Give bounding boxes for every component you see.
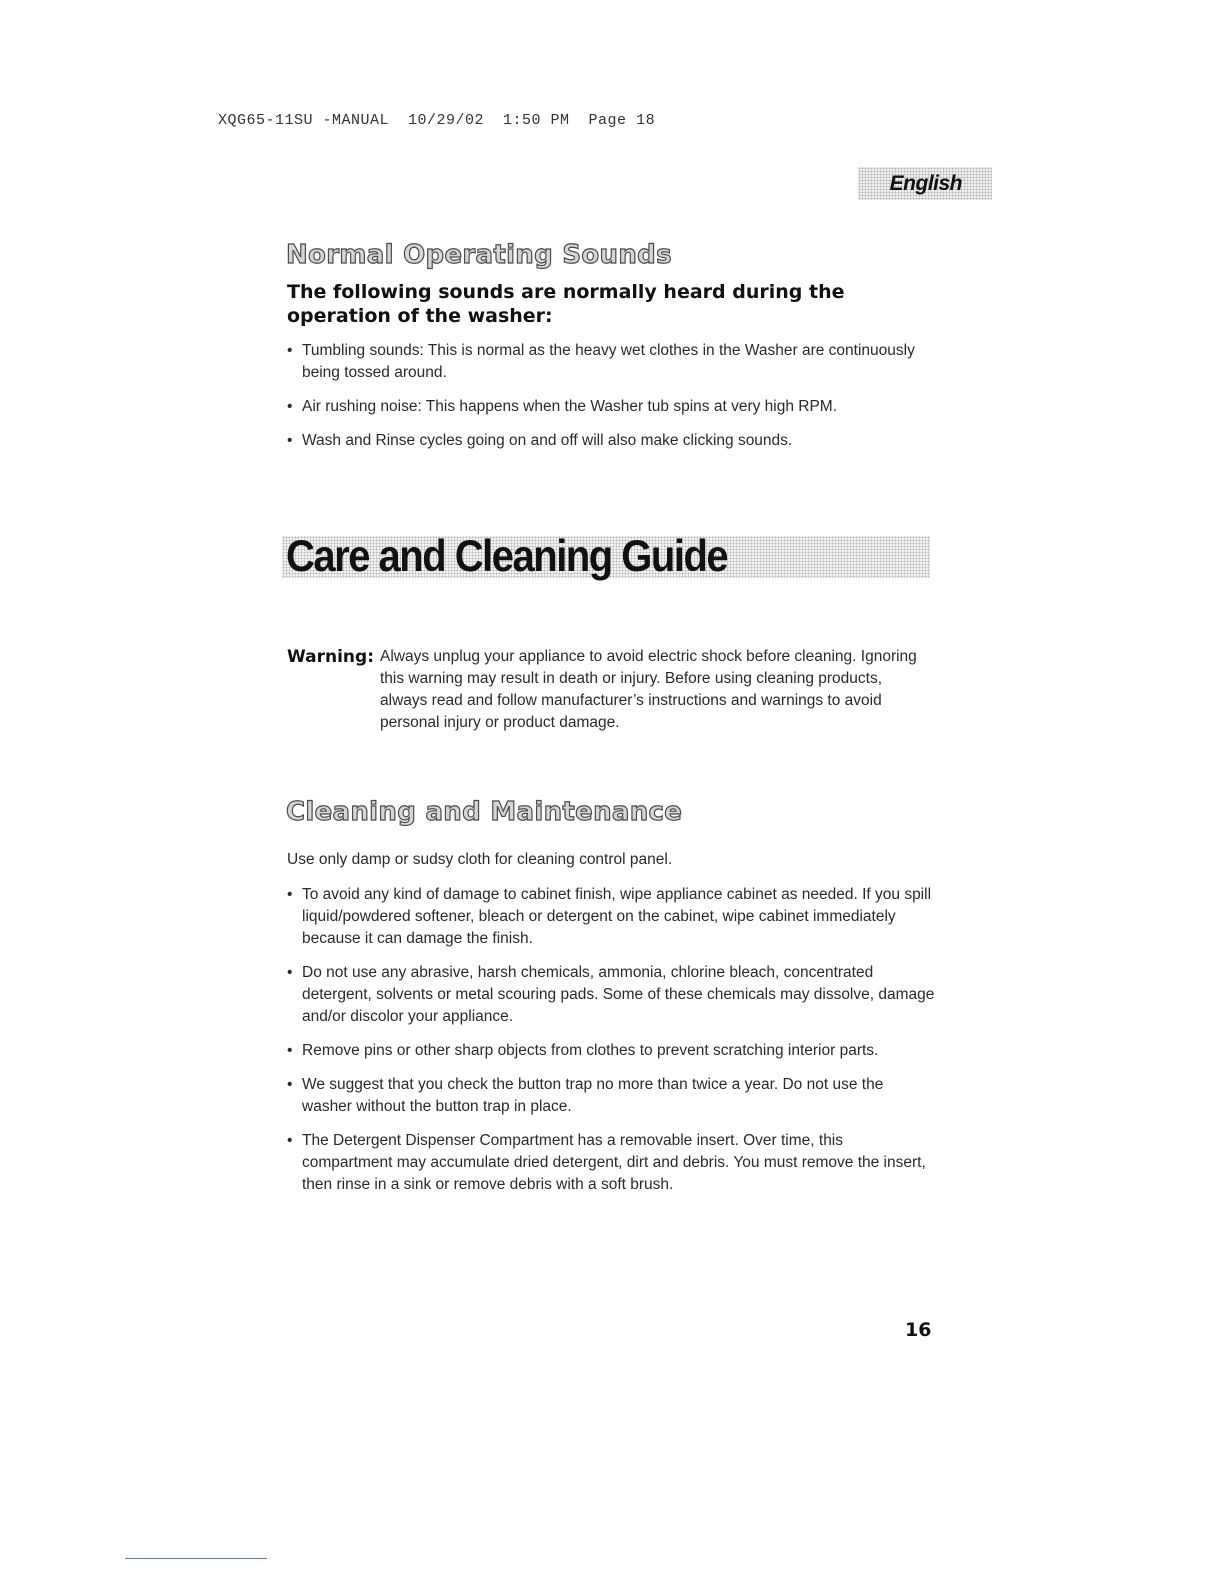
list-item: • We suggest that you check the button trap no more than twice a year. Do not use the washer without the button trap in place. (287, 1074, 937, 1118)
list-item: • Air rushing noise: This happens when the Washer tub spins at very high RPM. (287, 396, 937, 418)
list-item: • Remove pins or other sharp objects from clothes to prevent scratching interior parts. (287, 1040, 937, 1062)
list-item: • Wash and Rinse cycles going on and off will also make clicking sounds. (287, 430, 937, 452)
list-item: • To avoid any kind of damage to cabinet finish, wipe appliance cabinet as needed. If you spill liquid/powdered softener, bleach or detergent on the cabinet, wipe cabinet immediately because it can damage the finish. (287, 884, 937, 950)
list-item: • Tumbling sounds: This is normal as the heavy wet clothes in the Washer are continuously being tossed around. (287, 340, 937, 384)
maintenance-list (287, 884, 937, 1208)
maintenance-heading: Cleaning and Maintenance (286, 797, 683, 827)
page-number: 16 (905, 1319, 932, 1341)
care-guide-title: Care and Cleaning Guide (286, 532, 728, 582)
list-item: • The Detergent Dispenser Compartment has a removable insert. Over time, this compartment may accumulate dried detergent, dirt and debris. You must remove the insert, then rinse in a sink or remove debris with a soft brush. (287, 1130, 937, 1196)
language-tab (858, 167, 992, 200)
footer-rule (125, 1558, 267, 1559)
normal-sounds-heading: Normal Operating Sounds (286, 240, 672, 270)
print-header: XQG65-11SU -MANUAL 10/29/02 1:50 PM Page 18 (218, 112, 656, 129)
list-item: • Do not use any abrasive, harsh chemicals, ammonia, chlorine bleach, concentrated detergent, solvents or metal scouring pads. Some of these chemicals may dissolve, damage and/or discolor your appliance. (287, 962, 937, 1028)
warning-block (287, 646, 937, 734)
normal-sounds-subheading: The following sounds are normally heard during the operation of the washer: (287, 281, 845, 327)
warning-label: Warning: (287, 647, 375, 667)
warning-text: Always unplug your appliance to avoid electric shock before cleaning. Ignoring this warning may result in death or injury. Before using cleaning products, always read and follow manufacturer’s instructions and warnings to avoid personal injury or product damage. (380, 648, 917, 731)
maintenance-intro: Use only damp or sudsy cloth for cleaning control panel. (287, 851, 673, 868)
language-tab-label: English (889, 171, 962, 195)
normal-sounds-list (287, 340, 937, 464)
